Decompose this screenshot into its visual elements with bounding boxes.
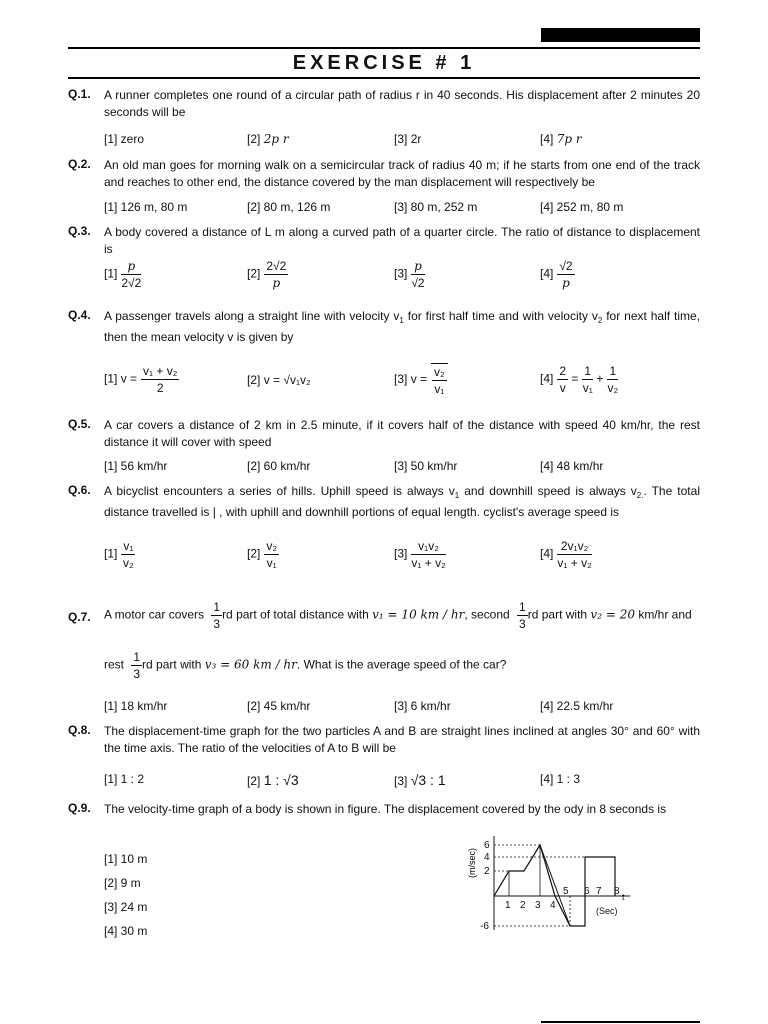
option-3: [3] 80 m, 252 m <box>394 200 478 214</box>
option-1: [1] $\frac{\text{v₁}}{\text{v₂}}$ <box>104 539 134 570</box>
question-text: A car covers a distance of 2 km in 2.5 minute, if it covers half of the distance with speed 40 km/hr, the rest distance it will cover with speed <box>104 418 700 449</box>
footer-rule <box>541 1021 700 1023</box>
option-4: [4] 252 m, 80 m <box>540 200 624 214</box>
option-4: [4] 1 : 3 <box>540 772 581 786</box>
question-text: The velocity-time graph of a body is shown in figure. The displacement covered by the ody in 8 seconds is <box>104 802 667 816</box>
question-7-cont <box>68 649 700 689</box>
option-3: [3] √3 : 1 <box>394 772 446 788</box>
header-bar <box>541 28 700 42</box>
option-2: [2] $\frac{\text{v₂}}{\text{v₁}}$ <box>247 539 278 570</box>
option-2: [2] 9 m <box>104 876 141 890</box>
option-3: [3] v = $\frac{\text{v₂}}{\text{v₁}}$ <box>394 363 448 397</box>
option-3: [3] 24 m <box>104 900 148 914</box>
xtick-7: 7 <box>596 886 602 897</box>
xtick-1: 1 <box>505 900 511 911</box>
option-2: [2] v = √v₁v₂ <box>247 373 311 387</box>
option-3: [3] $\frac{\text{v₁v₂}}{\text{v₁ + v₂}}$ <box>394 539 446 570</box>
question-number: Q.6. <box>68 483 91 497</box>
question-number: Q.8. <box>68 723 91 737</box>
xtick-2: 2 <box>520 900 526 911</box>
rule-under-title <box>68 77 700 79</box>
option-2: [2] 1 : √3 <box>247 772 299 788</box>
question-number: Q.1. <box>68 87 91 101</box>
question-number: Q.5. <box>68 417 91 431</box>
ytick-4: 4 <box>484 852 490 863</box>
option-1: [1] zero <box>104 132 145 146</box>
question-text: A motor car covers $\frac{1}{3}$ rd part of total distance with v₁ = 10 km / hr, second $\frac{1}{3}$ rd part with v₂ = 20 km/hr and <box>104 600 692 631</box>
x-axis-label: (Sec) <box>596 906 618 916</box>
option-3: [3] 50 km/hr <box>394 459 458 473</box>
question-text: A bicyclist encounters a series of hills. Uphill speed is always $v_1$ and downhill speed is always $v_{2.}$. The total distance travelled is | , with uphill and downhill portions of equal length. cyclist's average speed is <box>104 484 700 519</box>
question-7 <box>68 599 700 639</box>
option-2: [2] $\frac{2√2}{p}$ <box>247 259 287 290</box>
option-4: [4] 48 km/hr <box>540 459 604 473</box>
option-1: [1] 1 : 2 <box>104 772 145 786</box>
question-number: Q.9. <box>68 801 91 815</box>
ytick-neg6: -6 <box>480 921 489 932</box>
question-number: Q.7. <box>68 610 91 624</box>
page-title: EXERCISE # 1 <box>292 52 476 74</box>
xtick-8: 8 <box>614 886 620 897</box>
ytick-2: 2 <box>484 866 490 877</box>
option-4: [4] 22.5 km/hr <box>540 699 614 713</box>
xtick-5: 5 <box>563 886 569 897</box>
xtick-3: 3 <box>535 900 541 911</box>
question-text: rest $\frac{1}{3}$ rd part with v₃ = 60 km / hr. What is the average speed of the car? <box>104 650 507 681</box>
question-text: A passenger travels along a straight line with velocity $v_1$ for first half time and with velocity $v_2$ for next half time, then the mean velocity v is given by <box>104 309 701 344</box>
option-4: [4] $\frac{2}{v}$ = $\frac{1}{\text{v₁}}$ + $\frac{1}{\text{v₂}}$ <box>540 364 619 395</box>
option-4: [4] $\frac{\text{2v₁v₂}}{\text{v₁ + v₂}}$ <box>540 539 592 570</box>
question-number: Q.3. <box>68 224 91 238</box>
option-1: [1] 18 km/hr <box>104 699 168 713</box>
option-3: [3] $\frac{p}{√2}$ <box>394 259 425 290</box>
option-4: [4] 7p r <box>540 132 582 146</box>
option-2: [2] 2p r <box>247 132 289 146</box>
rule-top <box>68 47 700 49</box>
option-1: [1] 126 m, 80 m <box>104 200 188 214</box>
question-text: The displacement-time graph for the two particles A and B are straight lines inclined at angles 30° and 60° with the time axis. The ratio of the velocities of A to B will be <box>104 724 700 755</box>
option-2: [2] 80 m, 126 m <box>247 200 331 214</box>
question-text: A body covered a distance of L m along a curved path of a quarter circle. The ratio of distance to displacement is <box>104 225 700 256</box>
option-3: [3] 2r <box>394 132 422 146</box>
question-number: Q.4. <box>68 308 91 322</box>
option-1: [1] 10 m <box>104 852 148 866</box>
t-axis-label: t <box>622 892 625 902</box>
velocity-time-graph <box>460 830 640 940</box>
option-1: [1] v = $\frac{\text{v₁ + v₂}}{2}$ <box>104 364 178 395</box>
question-text: An old man goes for morning walk on a semicircular track of radius 40 m; if he starts from one end of the track and reaches to other end, the distance covered by the man displacement will respectively be <box>104 158 700 189</box>
y-axis-label: (m/sec) <box>467 848 477 878</box>
option-3: [3] 6 km/hr <box>394 699 451 713</box>
option-2: [2] 60 km/hr <box>247 459 311 473</box>
option-4: [4] 30 m <box>104 924 148 938</box>
option-1: [1] $\frac{p}{2√2}$ <box>104 259 142 290</box>
option-4: [4] $\frac{√2}{p}$ <box>540 259 573 290</box>
xtick-6: 6 <box>584 886 590 897</box>
option-1: [1] 56 km/hr <box>104 459 168 473</box>
ytick-6: 6 <box>484 840 490 851</box>
question-number: Q.2. <box>68 157 91 171</box>
xtick-4: 4 <box>550 900 556 911</box>
question-text: A runner completes one round of a circular path of radius r in 40 seconds. His displacement after 2 minutes 20 seconds will be <box>104 88 700 119</box>
option-2: [2] 45 km/hr <box>247 699 311 713</box>
